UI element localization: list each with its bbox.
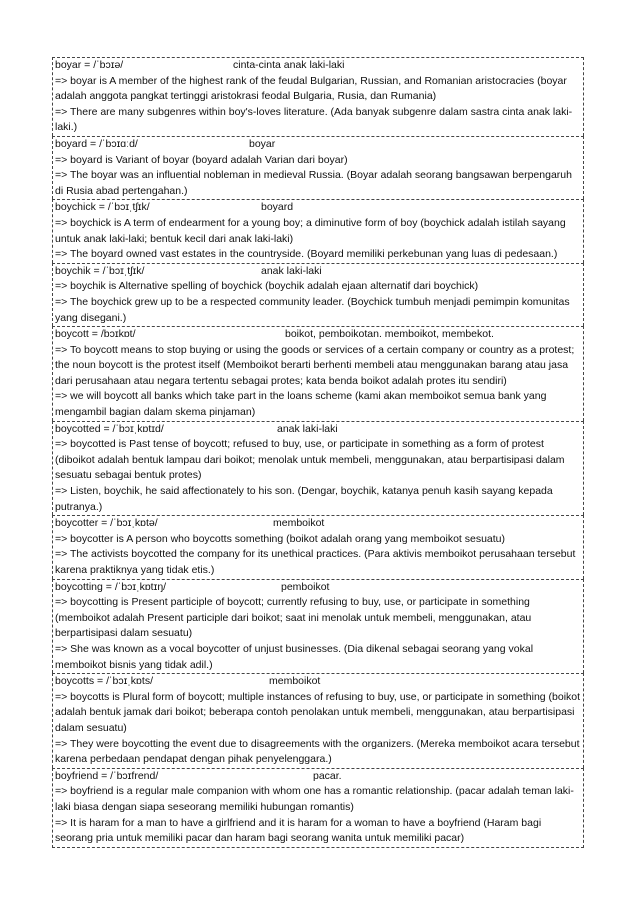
headword: boycotting = /ˈbɔɪˌkɒtɪŋ/ (55, 580, 167, 593)
meaning: pemboikot (281, 580, 330, 593)
meaning: boyar (249, 137, 276, 150)
meaning: memboikot (269, 675, 321, 688)
entry-header (55, 200, 582, 216)
example-line: => Listen, boychik, he said affectionately to his son. (Dengar, boychik, katanya penuh kasih sayang kepada putranya.) (55, 485, 553, 513)
headword: boyfriend = /ˈbɔɪfrend/ (55, 769, 159, 782)
definition-line: => boycotts is Plural form of boycott; multiple instances of refusing to buy, use, or participate in something (boikot adalah bentuk jamak dari boikot; beberapa contoh penolakan untuk membeli, menggunakan, atau berpartisipasi dalam sesuatu) (55, 690, 581, 734)
headword: boychick = /ˈbɔɪˌtʃɪk/ (55, 201, 150, 214)
meaning: anak laki-laki (261, 264, 322, 277)
meaning: boyard (261, 201, 294, 214)
example-line: => The boychick grew up to be a respected community leader. (Boychick tumbuh menjadi pemimpin komunitas yang disegani.) (55, 295, 570, 324)
entry-boycotted (52, 421, 584, 516)
definition-line: => boyar is A member of the highest rank of the feudal Bulgarian, Russian, and Romanian aristocracies (boyar adalah anggota pangkat tertinggi aristokrasi feodal Bulgaria, Rusia, dan Rumania) (55, 74, 567, 103)
entry-boycotting (52, 579, 584, 674)
entry-boychik (52, 263, 584, 326)
definition-line: => boychick is A term of endearment for a young boy; a diminutive form of boy (boychick adalah istilah sayang untuk anak laki-laki; bentuk kecil dari anak laki-laki) (55, 216, 566, 245)
example-line: => It is haram for a man to have a girlfriend and it is haram for a woman to have a boyfriend (Haram bagi seorang pria untuk memiliki pacar dan haram bagi seorang wanita untuk memiliki pacar) (55, 816, 542, 845)
entry-header (55, 769, 582, 785)
entry-header (55, 58, 582, 74)
definition-line: => boyfriend is a regular male companion with whom one has a romantic relationship. (pacar adalah teman laki-laki biasa dengan siapa seseorang memiliki hubungan romantis) (55, 785, 574, 813)
definition-line: => boyard is Variant of boyar (boyard adalah Varian dari boyar) (55, 153, 348, 166)
definition-line: => boychik is Alternative spelling of boychick (boychik adalah ejaan alternatif dari boychick) (55, 280, 479, 293)
definition-line: => boycotter is A person who boycotts something (boikot adalah orang yang memboikot sesuatu) (55, 532, 506, 545)
example-line: => The boyard owned vast estates in the countryside. (Boyard memiliki perkebunan yang luas di pedesaan.) (55, 248, 558, 261)
meaning: cinta-cinta anak laki-laki (233, 59, 345, 71)
entry-header (55, 137, 582, 153)
definition-line: => To boycott means to stop buying or using the goods or services of a certain company or country as a protest; the noun boycott is the protest itself (Memboikot berarti berhenti membeli atau menggunakan barang atau jasa dari perusahaan atau negara tertentu sebagai protes; kata benda boikot adalah protes itu sendiri) (55, 343, 575, 387)
headword: boycott = /bɔɪkɒt/ (55, 328, 136, 341)
meaning: pacar. (313, 769, 342, 782)
entry-header (55, 674, 582, 690)
meaning: anak laki-laki (277, 422, 338, 435)
entry-header (55, 580, 582, 596)
example-line: => The boyar was an influential nobleman in medieval Russia. (Boyar adalah seorang bangsawan berpengaruh di Rusia abad pertengahan.) (55, 169, 572, 197)
headword: boychik = /ˈbɔɪˌtʃɪk/ (55, 264, 145, 277)
entry-boyar (52, 57, 584, 136)
entry-header (55, 516, 582, 532)
meaning: boikot, pemboikotan. memboikot, membekot. (285, 328, 494, 341)
meaning: memboikot (273, 517, 325, 530)
example-line: => The activists boycotted the company for its unethical practices. (Para aktivis memboikot perusahaan tersebut karena praktiknya yang tidak etis.) (55, 548, 576, 576)
example-line: => They were boycotting the event due to disagreements with the organizers. (Mereka memboikot acara tersebut karena perbedaan pendapat dengan pihak penyelenggara.) (55, 737, 580, 766)
definition-line: => boycotting is Present participle of boycott; currently refusing to buy, use, or participate in something (memboikot adalah Present participle dari boikot; saat ini menolak untuk membeli, menggunakan, atau berpartisipasi dalam sesuatu) (55, 596, 532, 640)
entry-boyard (52, 136, 584, 199)
entry-boyfriend (52, 768, 584, 848)
headword: boycotted = /ˈbɔɪˌkɒtɪd/ (55, 422, 164, 435)
entry-header (55, 422, 582, 438)
example-line: => She was known as a vocal boycotter of unjust businesses. (Dia dikenal sebagai seorang yang vokal memboikot bisnis yang tidak adil.) (55, 642, 534, 671)
headword: boyard = /ˈbɔɪɑːd/ (55, 137, 138, 150)
entry-header (55, 327, 582, 343)
entry-header (55, 264, 582, 280)
entry-boycott (52, 326, 584, 421)
headword: boyar = /ˈbɔɪə/ (55, 59, 124, 71)
headword: boycotts = /ˈbɔɪˌkɒts/ (55, 675, 153, 688)
vocabulary-table (52, 57, 584, 848)
entry-boycotter (52, 515, 584, 578)
entry-boycotts (52, 673, 584, 768)
headword: boycotter = /ˈbɔɪˌkɒtə/ (55, 517, 158, 530)
example-line: => we will boycott all banks which take part in the loans scheme (kami akan memboikot semua bank yang mengambil bagian dalam skema pinjaman) (55, 390, 547, 419)
example-line: => There are many subgenres within boy's-loves literature. (Ada banyak subgenre dalam sastra cinta anak laki-laki.) (55, 105, 573, 134)
definition-line: => boycotted is Past tense of boycott; refused to buy, use, or participate in something as a form of protest (diboikot adalah bentuk lampau dari boikot; menolak untuk membeli, menggunakan, atau berpartisipasi dalam sesuatu sebagai bentuk protes) (55, 438, 565, 482)
entry-boychick (52, 199, 584, 262)
